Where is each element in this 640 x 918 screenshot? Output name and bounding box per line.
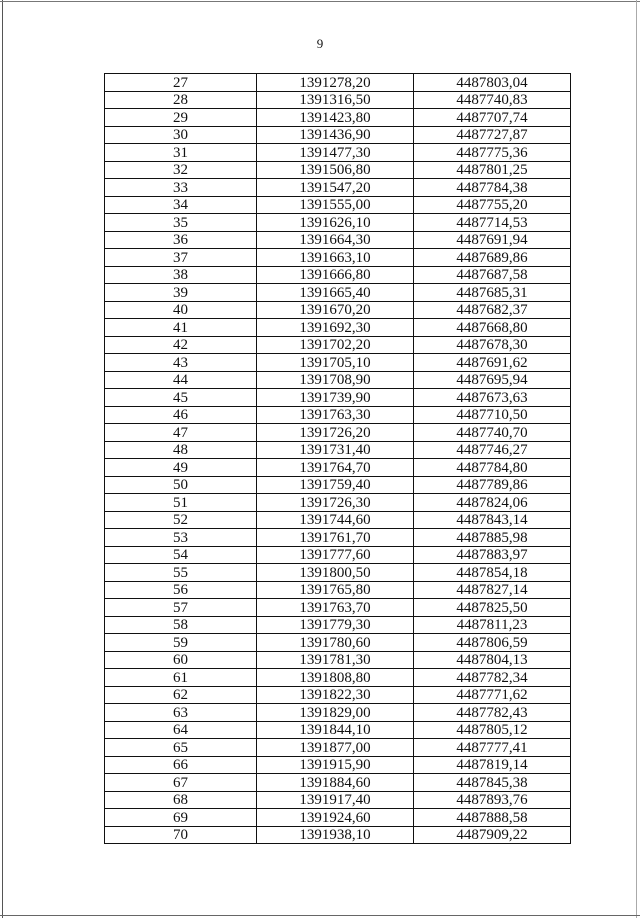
table-row (105, 809, 571, 827)
point-number-cell: 65 (105, 739, 257, 757)
table-row (105, 74, 571, 92)
table-row (105, 826, 571, 844)
x-coordinate-cell: 1391547,20 (257, 179, 414, 197)
y-coordinate-cell: 4487687,58 (414, 266, 571, 284)
table-row (105, 424, 571, 442)
x-coordinate-cell: 1391316,50 (257, 91, 414, 109)
point-number-cell: 36 (105, 231, 257, 249)
y-coordinate-cell: 4487784,80 (414, 459, 571, 477)
y-coordinate-cell: 4487689,86 (414, 249, 571, 267)
y-coordinate-cell: 4487819,14 (414, 756, 571, 774)
y-coordinate-cell: 4487784,38 (414, 179, 571, 197)
point-number-cell: 66 (105, 756, 257, 774)
point-number-cell: 68 (105, 791, 257, 809)
table-row (105, 739, 571, 757)
x-coordinate-cell: 1391763,70 (257, 599, 414, 617)
y-coordinate-cell: 4487740,83 (414, 91, 571, 109)
point-number-cell: 28 (105, 91, 257, 109)
x-coordinate-cell: 1391670,20 (257, 301, 414, 319)
x-coordinate-cell: 1391278,20 (257, 74, 414, 92)
x-coordinate-cell: 1391702,20 (257, 336, 414, 354)
point-number-cell: 55 (105, 564, 257, 582)
y-coordinate-cell: 4487775,36 (414, 144, 571, 162)
x-coordinate-cell: 1391626,10 (257, 214, 414, 232)
point-number-cell: 59 (105, 634, 257, 652)
x-coordinate-cell: 1391731,40 (257, 441, 414, 459)
y-coordinate-cell: 4487803,04 (414, 74, 571, 92)
table-row (105, 301, 571, 319)
y-coordinate-cell: 4487843,14 (414, 511, 571, 529)
x-coordinate-cell: 1391759,40 (257, 476, 414, 494)
y-coordinate-cell: 4487668,80 (414, 319, 571, 337)
page-edge-left (2, 0, 3, 918)
point-number-cell: 58 (105, 616, 257, 634)
table-row (105, 599, 571, 617)
point-number-cell: 37 (105, 249, 257, 267)
point-number-cell: 38 (105, 266, 257, 284)
x-coordinate-cell: 1391800,50 (257, 564, 414, 582)
table-row (105, 581, 571, 599)
x-coordinate-cell: 1391829,00 (257, 704, 414, 722)
x-coordinate-cell: 1391877,00 (257, 739, 414, 757)
point-number-cell: 54 (105, 546, 257, 564)
point-number-cell: 29 (105, 109, 257, 127)
table-row (105, 336, 571, 354)
y-coordinate-cell: 4487888,58 (414, 809, 571, 827)
x-coordinate-cell: 1391663,10 (257, 249, 414, 267)
table-row (105, 511, 571, 529)
point-number-cell: 69 (105, 809, 257, 827)
coordinates-table-body (105, 74, 571, 844)
table-row (105, 529, 571, 547)
x-coordinate-cell: 1391726,20 (257, 424, 414, 442)
point-number-cell: 34 (105, 196, 257, 214)
y-coordinate-cell: 4487805,12 (414, 721, 571, 739)
y-coordinate-cell: 4487885,98 (414, 529, 571, 547)
point-number-cell: 53 (105, 529, 257, 547)
table-row (105, 91, 571, 109)
table-row (105, 266, 571, 284)
table-row (105, 109, 571, 127)
y-coordinate-cell: 4487691,94 (414, 231, 571, 249)
table-row (105, 126, 571, 144)
point-number-cell: 64 (105, 721, 257, 739)
y-coordinate-cell: 4487811,23 (414, 616, 571, 634)
y-coordinate-cell: 4487883,97 (414, 546, 571, 564)
table-row (105, 441, 571, 459)
table-row (105, 179, 571, 197)
y-coordinate-cell: 4487782,43 (414, 704, 571, 722)
x-coordinate-cell: 1391781,30 (257, 651, 414, 669)
point-number-cell: 57 (105, 599, 257, 617)
table-row (105, 231, 571, 249)
table-row (105, 616, 571, 634)
point-number-cell: 35 (105, 214, 257, 232)
y-coordinate-cell: 4487707,74 (414, 109, 571, 127)
table-row (105, 371, 571, 389)
table-row (105, 406, 571, 424)
x-coordinate-cell: 1391666,80 (257, 266, 414, 284)
table-row (105, 196, 571, 214)
table-row (105, 494, 571, 512)
table-row (105, 354, 571, 372)
point-number-cell: 70 (105, 826, 257, 844)
x-coordinate-cell: 1391477,30 (257, 144, 414, 162)
x-coordinate-cell: 1391665,40 (257, 284, 414, 302)
table-row (105, 389, 571, 407)
table-row (105, 669, 571, 687)
table-row (105, 214, 571, 232)
point-number-cell: 31 (105, 144, 257, 162)
x-coordinate-cell: 1391917,40 (257, 791, 414, 809)
y-coordinate-cell: 4487789,86 (414, 476, 571, 494)
y-coordinate-cell: 4487845,38 (414, 774, 571, 792)
x-coordinate-cell: 1391705,10 (257, 354, 414, 372)
x-coordinate-cell: 1391924,60 (257, 809, 414, 827)
y-coordinate-cell: 4487909,22 (414, 826, 571, 844)
point-number-cell: 67 (105, 774, 257, 792)
y-coordinate-cell: 4487695,94 (414, 371, 571, 389)
point-number-cell: 33 (105, 179, 257, 197)
y-coordinate-cell: 4487714,53 (414, 214, 571, 232)
x-coordinate-cell: 1391764,70 (257, 459, 414, 477)
table-row (105, 144, 571, 162)
y-coordinate-cell: 4487801,25 (414, 161, 571, 179)
point-number-cell: 63 (105, 704, 257, 722)
x-coordinate-cell: 1391555,00 (257, 196, 414, 214)
y-coordinate-cell: 4487782,34 (414, 669, 571, 687)
x-coordinate-cell: 1391763,30 (257, 406, 414, 424)
table-row (105, 704, 571, 722)
point-number-cell: 42 (105, 336, 257, 354)
point-number-cell: 40 (105, 301, 257, 319)
y-coordinate-cell: 4487691,62 (414, 354, 571, 372)
table-row (105, 249, 571, 267)
x-coordinate-cell: 1391777,60 (257, 546, 414, 564)
x-coordinate-cell: 1391915,90 (257, 756, 414, 774)
y-coordinate-cell: 4487682,37 (414, 301, 571, 319)
page-edge-top (0, 1, 640, 2)
y-coordinate-cell: 4487710,50 (414, 406, 571, 424)
coordinates-table (104, 73, 571, 844)
table-row (105, 686, 571, 704)
x-coordinate-cell: 1391844,10 (257, 721, 414, 739)
y-coordinate-cell: 4487824,06 (414, 494, 571, 512)
y-coordinate-cell: 4487740,70 (414, 424, 571, 442)
page-edge-right (636, 0, 637, 918)
table-row (105, 459, 571, 477)
table-row (105, 564, 571, 582)
point-number-cell: 48 (105, 441, 257, 459)
table-row (105, 546, 571, 564)
x-coordinate-cell: 1391822,30 (257, 686, 414, 704)
y-coordinate-cell: 4487825,50 (414, 599, 571, 617)
y-coordinate-cell: 4487746,27 (414, 441, 571, 459)
table-row (105, 756, 571, 774)
point-number-cell: 52 (105, 511, 257, 529)
point-number-cell: 46 (105, 406, 257, 424)
x-coordinate-cell: 1391884,60 (257, 774, 414, 792)
point-number-cell: 30 (105, 126, 257, 144)
x-coordinate-cell: 1391506,80 (257, 161, 414, 179)
x-coordinate-cell: 1391765,80 (257, 581, 414, 599)
y-coordinate-cell: 4487777,41 (414, 739, 571, 757)
y-coordinate-cell: 4487771,62 (414, 686, 571, 704)
x-coordinate-cell: 1391726,30 (257, 494, 414, 512)
table-row (105, 161, 571, 179)
x-coordinate-cell: 1391938,10 (257, 826, 414, 844)
x-coordinate-cell: 1391744,60 (257, 511, 414, 529)
point-number-cell: 47 (105, 424, 257, 442)
y-coordinate-cell: 4487893,76 (414, 791, 571, 809)
point-number-cell: 27 (105, 74, 257, 92)
point-number-cell: 51 (105, 494, 257, 512)
x-coordinate-cell: 1391780,60 (257, 634, 414, 652)
y-coordinate-cell: 4487854,18 (414, 564, 571, 582)
table-row (105, 634, 571, 652)
point-number-cell: 56 (105, 581, 257, 599)
x-coordinate-cell: 1391808,80 (257, 669, 414, 687)
point-number-cell: 61 (105, 669, 257, 687)
y-coordinate-cell: 4487755,20 (414, 196, 571, 214)
point-number-cell: 50 (105, 476, 257, 494)
page-number: 9 (316, 36, 324, 51)
x-coordinate-cell: 1391708,90 (257, 371, 414, 389)
point-number-cell: 44 (105, 371, 257, 389)
point-number-cell: 32 (105, 161, 257, 179)
point-number-cell: 41 (105, 319, 257, 337)
table-row (105, 721, 571, 739)
x-coordinate-cell: 1391664,30 (257, 231, 414, 249)
table-row (105, 319, 571, 337)
y-coordinate-cell: 4487804,13 (414, 651, 571, 669)
x-coordinate-cell: 1391739,90 (257, 389, 414, 407)
point-number-cell: 39 (105, 284, 257, 302)
x-coordinate-cell: 1391779,30 (257, 616, 414, 634)
table-row (105, 651, 571, 669)
point-number-cell: 60 (105, 651, 257, 669)
table-row (105, 476, 571, 494)
x-coordinate-cell: 1391423,80 (257, 109, 414, 127)
y-coordinate-cell: 4487678,30 (414, 336, 571, 354)
y-coordinate-cell: 4487673,63 (414, 389, 571, 407)
y-coordinate-cell: 4487827,14 (414, 581, 571, 599)
y-coordinate-cell: 4487806,59 (414, 634, 571, 652)
page-edge-bottom (0, 915, 640, 916)
point-number-cell: 62 (105, 686, 257, 704)
table-row (105, 284, 571, 302)
point-number-cell: 49 (105, 459, 257, 477)
x-coordinate-cell: 1391692,30 (257, 319, 414, 337)
table-row (105, 774, 571, 792)
table-row (105, 791, 571, 809)
point-number-cell: 43 (105, 354, 257, 372)
x-coordinate-cell: 1391761,70 (257, 529, 414, 547)
point-number-cell: 45 (105, 389, 257, 407)
x-coordinate-cell: 1391436,90 (257, 126, 414, 144)
y-coordinate-cell: 4487685,31 (414, 284, 571, 302)
y-coordinate-cell: 4487727,87 (414, 126, 571, 144)
